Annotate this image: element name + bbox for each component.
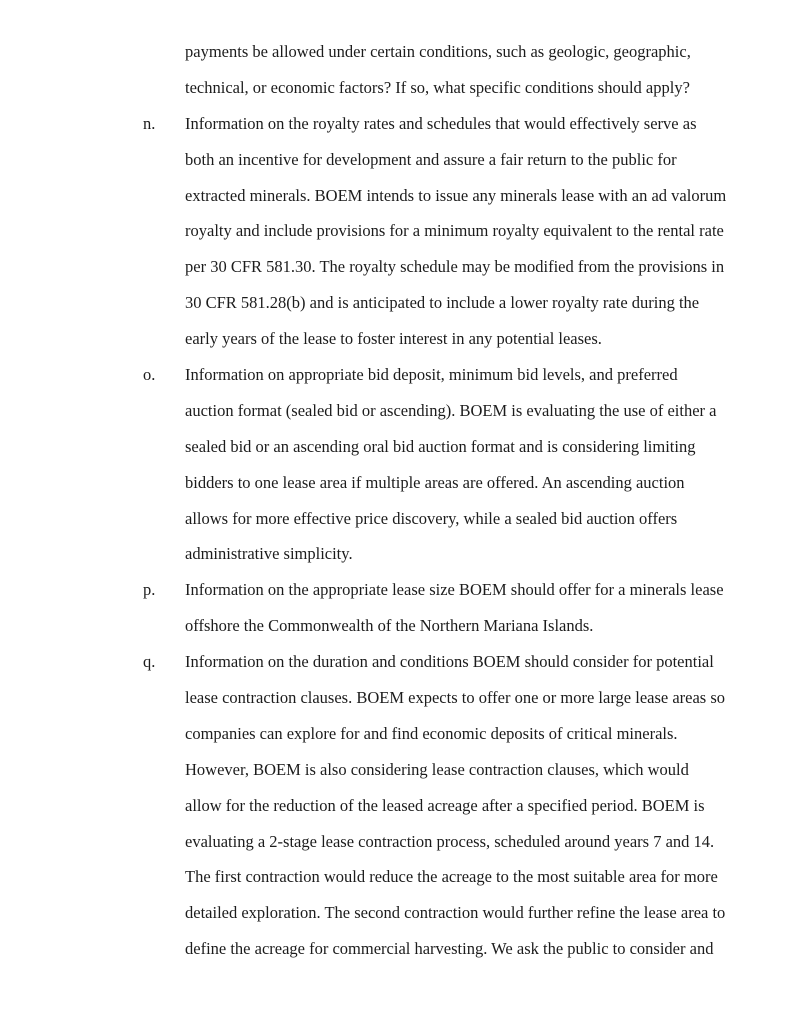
text-line <box>143 465 753 501</box>
line-text: sealed bid or an ascending oral bid auction format and is considering limiting <box>185 436 696 456</box>
text-line <box>143 608 753 644</box>
text-line <box>143 321 753 357</box>
line-text: lease contraction clauses. BOEM expects to offer one or more large lease areas so <box>185 688 726 708</box>
text-line <box>143 142 753 178</box>
line-text: early years of the lease to foster interest in any potential leases. <box>185 329 602 349</box>
text-line <box>143 429 753 465</box>
text-line <box>143 536 753 572</box>
list-item-line <box>143 106 753 142</box>
list-item-line <box>143 644 753 680</box>
line-text: companies can explore for and find economic deposits of critical minerals. <box>185 723 678 743</box>
text-line <box>143 788 753 824</box>
list-marker: n. <box>143 113 156 133</box>
line-text: detailed exploration. The second contraction would further refine the lease area to <box>185 903 726 923</box>
line-text: Information on the appropriate lease size BOEM should offer for a minerals lease <box>185 580 724 600</box>
text-line <box>143 501 753 537</box>
line-text: The first contraction would reduce the acreage to the most suitable area for more <box>185 867 718 887</box>
list-marker: q. <box>143 652 156 672</box>
text-line <box>143 178 753 214</box>
text-line <box>143 931 753 967</box>
line-text: offshore the Commonwealth of the Northern Mariana Islands. <box>185 616 594 636</box>
line-text: extracted minerals. BOEM intends to issue any minerals lease with an ad valorum <box>185 185 727 205</box>
list-marker: p. <box>143 580 156 600</box>
text-line <box>143 859 753 895</box>
line-text: However, BOEM is also considering lease contraction clauses, which would <box>185 759 689 779</box>
line-text: Information on the royalty rates and schedules that would effectively serve as <box>185 113 697 133</box>
text-line <box>143 249 753 285</box>
line-text: technical, or economic factors? If so, what specific conditions should apply? <box>185 77 690 97</box>
line-text: allows for more effective price discovery, while a sealed bid auction offers <box>185 508 678 528</box>
line-text: bidders to one lease area if multiple areas are offered. An ascending auction <box>185 472 685 492</box>
line-text: per 30 CFR 581.30. The royalty schedule may be modified from the provisions in <box>185 257 725 277</box>
text-line <box>143 716 753 752</box>
text-line <box>143 70 753 106</box>
list-item-line <box>143 357 753 393</box>
text-line <box>143 752 753 788</box>
line-text: both an incentive for development and assure a fair return to the public for <box>185 149 677 169</box>
list-marker: o. <box>143 365 156 385</box>
line-text: allow for the reduction of the leased acreage after a specified period. BOEM is <box>185 795 705 815</box>
line-text: define the acreage for commercial harvesting. We ask the public to consider and <box>185 939 714 959</box>
line-text: administrative simplicity. <box>185 544 353 564</box>
document-body <box>143 34 753 967</box>
text-line <box>143 285 753 321</box>
line-text: 30 CFR 581.28(b) and is anticipated to include a lower royalty rate during the <box>185 293 700 313</box>
line-text: evaluating a 2-stage lease contraction process, scheduled around years 7 and 14. <box>185 831 715 851</box>
text-line <box>143 213 753 249</box>
line-text: Information on appropriate bid deposit, minimum bid levels, and preferred <box>185 365 678 385</box>
text-line <box>143 34 753 70</box>
list-item-line <box>143 572 753 608</box>
line-text: auction format (sealed bid or ascending). BOEM is evaluating the use of either a <box>185 400 717 420</box>
line-text: payments be allowed under certain conditions, such as geologic, geographic, <box>185 42 691 61</box>
line-text: Information on the duration and conditions BOEM should consider for potential <box>185 652 714 672</box>
line-text: royalty and include provisions for a minimum royalty equivalent to the rental rate <box>185 221 724 241</box>
text-line <box>143 680 753 716</box>
text-line <box>143 895 753 931</box>
text-line <box>143 824 753 860</box>
text-line <box>143 393 753 429</box>
